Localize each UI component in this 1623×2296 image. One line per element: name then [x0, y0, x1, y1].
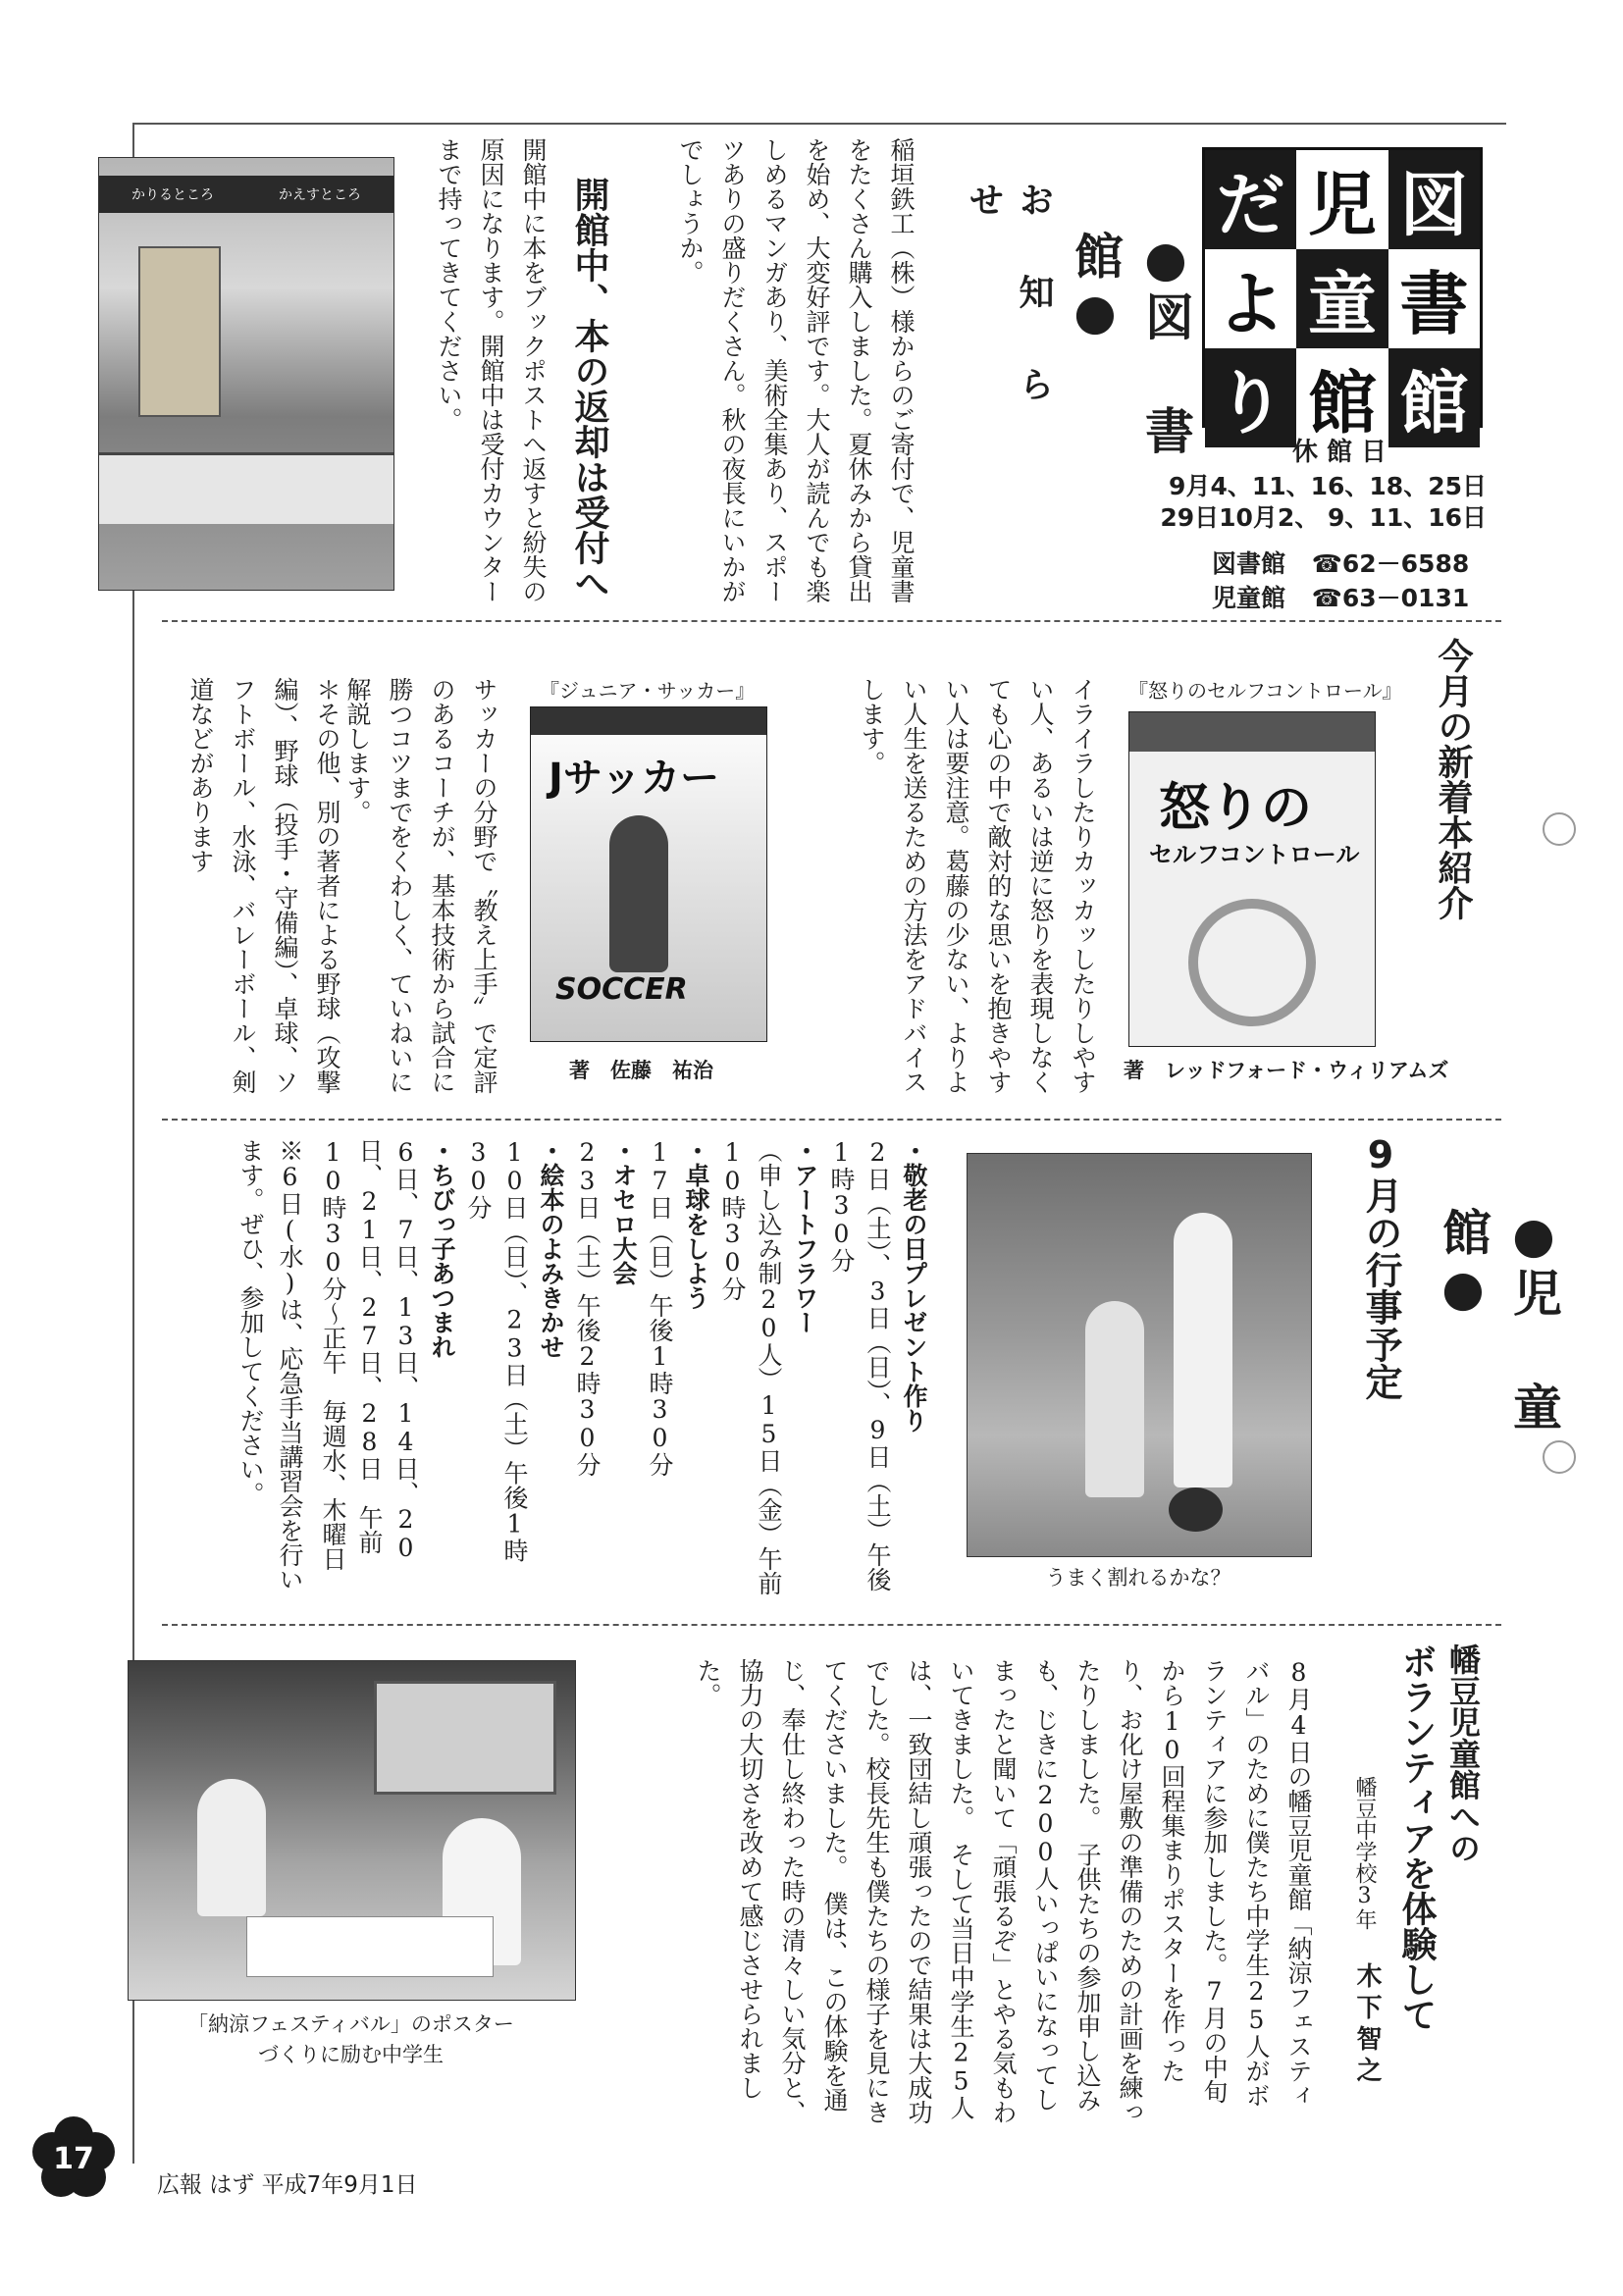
library-counter-photo — [98, 157, 394, 591]
book2-cover — [530, 706, 767, 1042]
children-heading: ●児 童 館● — [1435, 1207, 1562, 1435]
event-title: ・敬老の日プレゼント作り — [900, 1138, 928, 1433]
photo-sign-right: かえすところ — [279, 187, 361, 203]
library-return-title: 開館中、本の返却は受付へ — [569, 177, 609, 600]
photo-student-1 — [197, 1779, 266, 1916]
book1-cover-band — [1129, 712, 1375, 752]
event-title: ・アートフラワー — [791, 1138, 819, 1334]
masthead-cell: だ — [1205, 150, 1296, 249]
library-return-body: 開館中に本をブックポストへ返すと紛失の原因になります。開館中は受付カウンターまで持ってきてください。 — [435, 137, 548, 603]
publication-info: 広報 はず 平成7年9月1日 — [157, 2172, 418, 2198]
page-number: 17 — [53, 2142, 94, 2176]
masthead-cell: 図 — [1388, 150, 1480, 249]
photo-adult — [1174, 1213, 1232, 1487]
tel-library — [1212, 545, 1469, 580]
closed-days-line2: 29日10月2、 9、11、16日 — [1160, 503, 1487, 532]
tel-children — [1212, 579, 1469, 614]
book1-cover — [1128, 711, 1376, 1047]
masthead-cell: よ — [1205, 249, 1296, 348]
tel-library-number: ☎62－6588 — [1311, 549, 1470, 578]
section-divider-1 — [162, 620, 1501, 622]
book1-cover-graphic — [1188, 899, 1316, 1026]
photo-child — [1085, 1301, 1144, 1497]
watermelon-photo-caption: うまく割れるかな？ — [1045, 1566, 1231, 1590]
event-detail: 17日（日）午後1時30分 — [646, 1138, 674, 1477]
new-books-heading: 今月の新着本紹介 — [1433, 638, 1473, 920]
book2-author: 著 佐藤 祐治 — [569, 1059, 713, 1082]
closed-days-title: 休 館 日 — [1291, 438, 1387, 467]
book1-cover-title1: 怒りの — [1159, 779, 1313, 838]
library-notice-title: お 知 ら せ — [964, 182, 1055, 409]
watermelon-photo — [967, 1153, 1312, 1557]
photo-sign-bar — [99, 176, 393, 213]
event-detail: 2日（土）、3日（日）、9日（土）午後1時30分 — [827, 1138, 892, 1592]
volunteer-title1: 幡豆児童館への — [1444, 1644, 1482, 1863]
book2-caption: 『ジュニア・サッカー』 — [540, 679, 756, 703]
masthead-cell: り — [1205, 348, 1296, 447]
book2-more: ＊その他、別の著者による野球（攻撃編）、野球（投手・守備編）、卓球、ソフトボール、水泳、バレーボール、剣道などがあります — [186, 677, 341, 1094]
event-detail: 6日、7日、13日、14日、20日、21日、27日、28日 午前10時30分～正午 毎週水、木曜日 — [319, 1138, 420, 1571]
photo-sign-left: かりるところ — [131, 187, 214, 203]
book2-cover-sub: SOCCER — [555, 972, 688, 1007]
volunteer-author-school: 幡豆中学校3年 — [1352, 1776, 1377, 1930]
poster-photo-caption1: 「納涼フェスティバル」のポスター — [187, 2012, 514, 2036]
book1-description: イライラしたりカッカッしたりしやすい人、あるいは逆に怒りを表現しなくても心の中で敵対的な思いを抱きやすい人は要注意。葛藤の少ない、よりよい人生を送るための方法をアドバイスします。 — [858, 677, 1097, 1094]
section-divider-2 — [162, 1119, 1501, 1121]
children-note: ※6日(水)は、応急手当講習会を行います。ぜひ、参加してください。 — [236, 1138, 304, 1592]
book2-cover-title: Jサッカー — [549, 756, 720, 801]
event-title: ・卓球をしよう — [682, 1138, 710, 1310]
poster-photo — [128, 1660, 576, 2001]
library-notice-body: 稲垣鉄工（株）様からのご寄付で、児童書をたくさん購入しました。夏休みから貸出を始め、大変好評です。大人が読んでも楽しめるマンガあり、美術全集あり、スポーツありの盛りだくさん。秋の夜長にいかがでしょうか。 — [676, 137, 916, 603]
masthead-cell: 児 — [1296, 150, 1387, 249]
book2-cover-band — [531, 707, 766, 735]
schedule-title: 9月の行事予定 — [1359, 1133, 1402, 1400]
tel-children-number: ☎63－0131 — [1311, 584, 1470, 612]
frame-top-line — [132, 123, 1506, 125]
event-title: ・絵本のよみきかせ — [537, 1138, 565, 1359]
tel-children-label: 児童館 — [1212, 584, 1286, 612]
book2-cover-player — [609, 815, 668, 972]
masthead-cell: 館 — [1296, 348, 1387, 447]
photo-door — [138, 246, 221, 417]
book2-description: サッカーの分野で〝教え上手〟で定評のあるコーチが、基本技術から試合に勝つコツまでをくわしく、ていねいに解説します。 — [343, 677, 498, 1094]
book1-author: 著 レッドフォード・ウィリアムズ — [1124, 1059, 1449, 1082]
book1-cover-title2: セルフコントロール — [1149, 841, 1360, 868]
volunteer-title2: ボランティアを体験して — [1396, 1644, 1437, 2032]
poster-photo-caption2: づくりに励む中学生 — [258, 2043, 444, 2066]
photo-watermelon — [1169, 1487, 1223, 1532]
event-detail: 23日（土）午後2時30分 — [573, 1138, 602, 1477]
masthead-cell: 童 — [1296, 249, 1387, 348]
volunteer-body: 8月4日の幡豆児童館「納涼フェスティバル」のために僕たち中学生25人がボランティアに参加しました。7月の中旬から10回程集まりポスターを作ったり、お化け屋敷の準備のための計画を練ったりしました。 子供たちの参加申し込みも、じきに200人いっぱいになってしまったと聞いて「頑張るぞ」とやる気もわいてきました。 そして当日中学生25人は、一致団結し頑張ったので結果は大成功でした。校長先生も僕たちの様子を見にきてくださいました。 僕は、この体験を通じ、奉仕し終わった時の清々しい気分と、協力の大切さを改めて感じさせられました。 — [694, 1658, 1313, 2124]
event-title: ・オセロ大会 — [609, 1138, 638, 1285]
events-list — [319, 1138, 932, 1599]
book1-caption: 『怒りのセルフコントロール』 — [1128, 679, 1402, 703]
photo-counter — [99, 452, 393, 524]
photo-window — [374, 1681, 556, 1795]
library-heading: ●図 書 館● — [1067, 231, 1194, 458]
binder-hole-1 — [1543, 812, 1576, 846]
section-divider-3 — [162, 1624, 1501, 1626]
masthead-logo — [1202, 147, 1483, 444]
masthead-cell: 書 — [1388, 249, 1480, 348]
masthead-cell: 館 — [1388, 348, 1480, 447]
event-detail: （申し込み制20人）15日（金）午前10時30分 — [718, 1138, 783, 1595]
tel-library-label: 図書館 — [1212, 549, 1286, 578]
volunteer-author-name: 木下智之 — [1352, 1962, 1382, 2088]
event-detail: 10日（日）、23日（土）午後1時30分 — [464, 1138, 529, 1563]
closed-days-line1: 9月4、11、16、18、25日 — [1169, 472, 1487, 500]
event-title: ・ちびっ子あつまれ — [428, 1138, 456, 1359]
photo-table — [246, 1916, 494, 1977]
